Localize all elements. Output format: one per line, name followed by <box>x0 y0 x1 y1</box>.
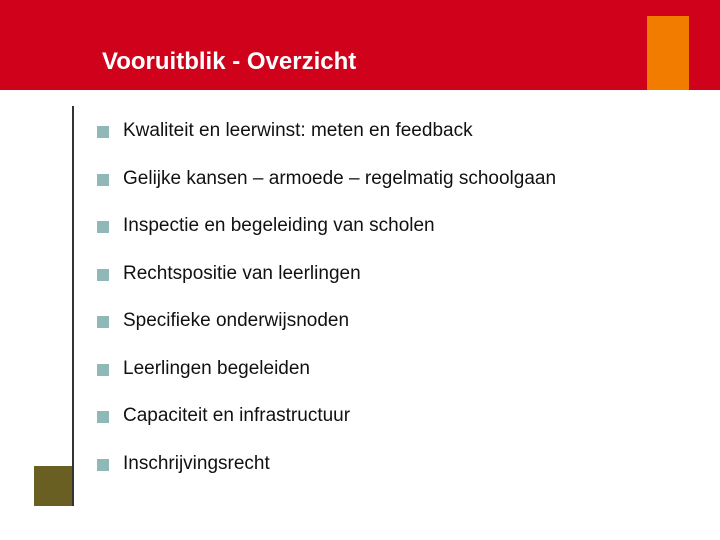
square-bullet-icon <box>97 411 109 423</box>
bullet-text: Inschrijvingsrecht <box>123 452 270 474</box>
list-item <box>97 308 556 356</box>
square-bullet-icon <box>97 364 109 376</box>
list-item <box>97 403 556 451</box>
list-item <box>97 118 556 166</box>
square-bullet-icon <box>97 269 109 281</box>
square-bullet-icon <box>97 316 109 328</box>
bullet-text: Kwaliteit en leerwinst: meten en feedback <box>123 120 473 141</box>
square-bullet-icon <box>97 174 109 186</box>
bullet-list <box>97 118 556 498</box>
square-bullet-icon <box>97 459 109 471</box>
bullet-text: Specifieke onderwijsnoden <box>123 310 350 331</box>
square-bullet-icon <box>97 221 109 233</box>
bullet-text: Inspectie en begeleiding van scholen <box>123 215 435 236</box>
list-item <box>97 213 556 261</box>
list-item <box>97 356 556 404</box>
slide-title: Vooruitblik - Overzicht <box>102 48 357 75</box>
corner-accent-block <box>647 16 689 90</box>
bullet-text: Gelijke kansen – armoede – regelmatig schoolgaan <box>123 167 557 189</box>
vertical-divider-line <box>72 106 74 506</box>
footer-accent-block <box>34 466 72 506</box>
square-bullet-icon <box>97 126 109 138</box>
list-item <box>97 451 556 499</box>
bullet-text: Rechtspositie van leerlingen <box>123 262 361 284</box>
list-item <box>97 261 556 309</box>
bullet-text: Leerlingen begeleiden <box>123 357 310 379</box>
bullet-text: Capaciteit en infrastructuur <box>123 405 351 426</box>
list-item <box>97 166 556 214</box>
